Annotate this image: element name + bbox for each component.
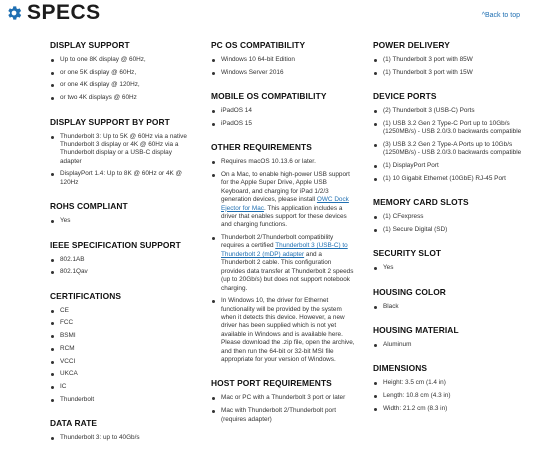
spec-item-text: . This application includes a driver that enables support for these devices and charging functions. bbox=[221, 204, 347, 229]
spec-list bbox=[50, 56, 195, 103]
specs-column-1 bbox=[50, 40, 195, 457]
spec-list bbox=[373, 379, 523, 413]
spec-item: or one 4K display @ 120Hz, bbox=[50, 81, 195, 89]
spec-item: iPadOS 15 bbox=[211, 120, 356, 128]
spec-item: VCCI bbox=[50, 358, 195, 366]
spec-item: (1) USB 3.2 Gen 2 Type-C Port up to 10Gb/s (1250MB/s) - USB 2.0/3.0 backwards compatible bbox=[373, 120, 523, 137]
section-heading: CERTIFICATIONS bbox=[50, 290, 122, 301]
spec-section-display-support-by-port bbox=[50, 117, 195, 188]
spec-list bbox=[373, 341, 523, 349]
spec-section-device-ports bbox=[373, 91, 523, 183]
spec-item: or one 5K display @ 60Hz, bbox=[50, 69, 195, 77]
spec-section-other-requirements bbox=[211, 142, 356, 364]
spec-section-dimensions bbox=[373, 363, 523, 413]
section-heading: MEMORY CARD SLOTS bbox=[373, 197, 469, 208]
spec-list bbox=[373, 56, 523, 77]
spec-section-ieee-specification-support bbox=[50, 240, 195, 277]
spec-item: Yes bbox=[373, 264, 523, 272]
spec-item: RCM bbox=[50, 345, 195, 353]
spec-item: (1) DisplayPort Port bbox=[373, 162, 523, 170]
spec-item: (1) Thunderbolt 3 port with 15W bbox=[373, 69, 523, 77]
spec-item: Up to one 8K display @ 60Hz, bbox=[50, 56, 195, 64]
specs-column-3 bbox=[373, 40, 523, 427]
spec-list bbox=[373, 264, 523, 272]
spec-item-text: and a Thunderbolt 2 cable. This configuration provides data transfer at Thunderbolt 2 speeds (up to 20Gb/s) but does not support notebook charging. bbox=[221, 250, 354, 292]
spec-item: 802.1AB bbox=[50, 256, 195, 264]
section-heading: DEVICE PORTS bbox=[373, 91, 437, 102]
spec-item: CE bbox=[50, 307, 195, 315]
spec-item: Requires macOS 10.13.6 or later. bbox=[211, 158, 356, 166]
spec-list bbox=[211, 394, 356, 424]
spec-item: (1) Secure Digital (SD) bbox=[373, 226, 523, 234]
spec-link[interactable]: Thunderbolt 3 (USB-C) to Thunderbolt 2 (mDP) adapter bbox=[221, 242, 348, 258]
spec-item: (3) USB 3.2 Gen 2 Type-A Ports up to 10Gb/s (1250MB/s) - USB 2.0/3.0 backwards compatible bbox=[373, 141, 523, 158]
spec-section-host-port-requirements bbox=[211, 378, 356, 424]
spec-section-mobile-os-compatibility bbox=[211, 91, 356, 128]
spec-item bbox=[211, 234, 356, 293]
section-heading: MOBILE OS COMPATIBILITY bbox=[211, 91, 327, 102]
spec-item-text: On a Mac, to enable high-power USB support for the Apple Super Drive, Apple USB Keyboard, and charging for iPad 1/2/3 generation devices, please install bbox=[221, 170, 350, 204]
spec-item: Length: 10.8 cm (4.3 in) bbox=[373, 392, 523, 400]
spec-item: Aluminum bbox=[373, 341, 523, 349]
back-to-top-link[interactable]: ^Back to top bbox=[481, 12, 520, 19]
spec-item: Thunderbolt 3: up to 40Gb/s bbox=[50, 434, 195, 442]
spec-section-rohs-compliant bbox=[50, 201, 195, 225]
spec-list bbox=[373, 303, 523, 311]
spec-section-certifications bbox=[50, 291, 195, 404]
spec-list bbox=[211, 107, 356, 128]
spec-list bbox=[211, 56, 356, 77]
gear-icon bbox=[5, 4, 23, 22]
spec-item: FCC bbox=[50, 319, 195, 327]
spec-item: Windows Server 2016 bbox=[211, 69, 356, 77]
spec-item: iPadOS 14 bbox=[211, 107, 356, 115]
section-heading: DISPLAY SUPPORT bbox=[50, 40, 130, 50]
spec-list bbox=[211, 158, 356, 364]
spec-list bbox=[50, 307, 195, 404]
spec-section-power-delivery bbox=[373, 40, 523, 77]
spec-section-security-slot bbox=[373, 248, 523, 272]
spec-list bbox=[373, 107, 523, 183]
spec-item: Windows 10 64-bit Edition bbox=[211, 56, 356, 64]
spec-item: Yes bbox=[50, 217, 195, 225]
spec-list bbox=[50, 256, 195, 277]
spec-list bbox=[373, 213, 523, 234]
page-title: SPECS bbox=[27, 1, 101, 24]
spec-item: DisplayPort 1.4: Up to 8K @ 60Hz or 4K @ 120Hz bbox=[50, 170, 195, 187]
section-heading: HOST PORT REQUIREMENTS bbox=[211, 378, 332, 389]
spec-item bbox=[211, 171, 356, 230]
spec-list bbox=[50, 133, 195, 188]
section-heading: IEEE SPECIFICATION SUPPORT bbox=[50, 239, 181, 250]
spec-item: 802.1Qav bbox=[50, 268, 195, 276]
spec-item: Mac with Thunderbolt 2/Thunderbolt port (requires adapter) bbox=[211, 407, 356, 424]
section-heading: SECURITY SLOT bbox=[373, 248, 442, 259]
spec-item: or two 4K displays @ 60Hz bbox=[50, 94, 195, 102]
spec-section-memory-card-slots bbox=[373, 197, 523, 234]
section-heading: PC OS COMPATIBILITY bbox=[211, 40, 306, 50]
section-heading: ROHS COMPLIANT bbox=[50, 201, 128, 212]
spec-section-housing-color bbox=[373, 287, 523, 311]
spec-item: Thunderbolt bbox=[50, 396, 195, 404]
spec-item: Height: 3.5 cm (1.4 in) bbox=[373, 379, 523, 387]
section-heading: HOUSING COLOR bbox=[373, 286, 446, 297]
spec-section-housing-material bbox=[373, 325, 523, 349]
spec-item: (2) Thunderbolt 3 (USB-C) Ports bbox=[373, 107, 523, 115]
spec-item: UKCA bbox=[50, 370, 195, 378]
spec-item: BSMI bbox=[50, 332, 195, 340]
section-heading: HOUSING MATERIAL bbox=[373, 325, 459, 336]
specs-header bbox=[0, 0, 550, 28]
spec-item: Width: 21.2 cm (8.3 in) bbox=[373, 405, 523, 413]
spec-list bbox=[50, 434, 195, 442]
spec-item: In Windows 10, the driver for Ethernet functionality will be provided by the system when it detects this device. However, a new driver has been supplied which is not yet available in Windows and is available here. Please download the .zip file, open the archive, and then run the 64-bit or 32-bit MSI file appropriate for your version of Windows. bbox=[211, 297, 356, 364]
spec-section-display-support bbox=[50, 40, 195, 103]
specs-column-2 bbox=[211, 40, 356, 438]
section-heading: DIMENSIONS bbox=[373, 363, 428, 374]
section-heading: POWER DELIVERY bbox=[373, 40, 450, 50]
section-heading: DISPLAY SUPPORT BY PORT bbox=[50, 116, 170, 127]
section-heading: DATA RATE bbox=[50, 418, 98, 429]
spec-item: (1) Thunderbolt 3 port with 85W bbox=[373, 56, 523, 64]
spec-section-data-rate bbox=[50, 418, 195, 442]
spec-item: Black bbox=[373, 303, 523, 311]
spec-item-text: Thunderbolt 2/Thunderbolt compatibility requires a certified bbox=[221, 234, 334, 250]
spec-section-pc-os-compatibility bbox=[211, 40, 356, 77]
spec-item: (1) CFexpress bbox=[373, 213, 523, 221]
spec-item: Mac or PC with a Thunderbolt 3 port or later bbox=[211, 394, 356, 402]
spec-item: Thunderbolt 3: Up to 5K @ 60Hz via a native Thunderbolt 3 display or 4K @ 60Hz via a Thunderbolt display or a USB-C display adapter bbox=[50, 133, 195, 167]
section-heading: OTHER REQUIREMENTS bbox=[211, 142, 312, 153]
spec-link[interactable]: OWC Dock Ejector for Mac bbox=[221, 196, 349, 212]
spec-item: IC bbox=[50, 383, 195, 391]
spec-item: (1) 10 Gigabit Ethernet (10GbE) RJ-45 Port bbox=[373, 175, 523, 183]
spec-list bbox=[50, 217, 195, 225]
